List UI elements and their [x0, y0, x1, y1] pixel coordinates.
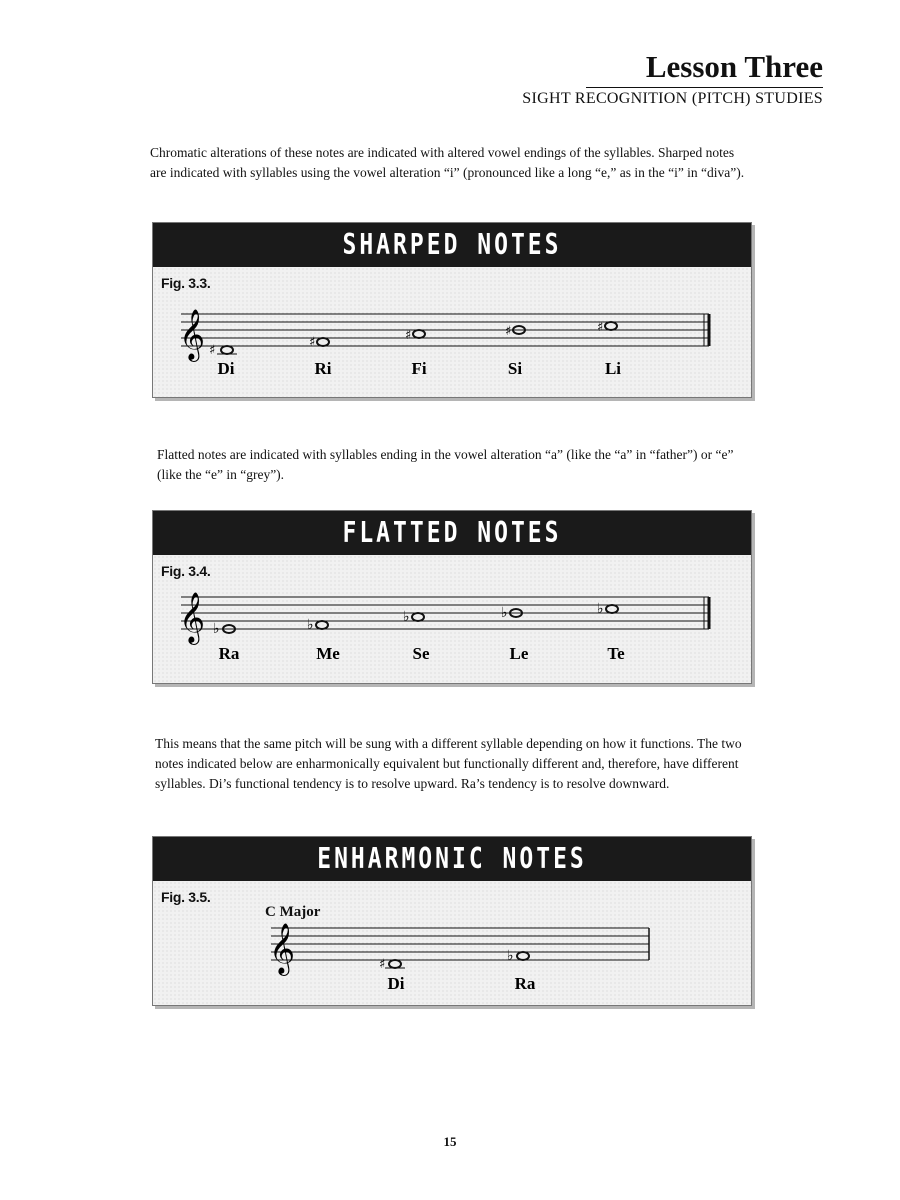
enharmonic-notes-panel	[152, 836, 752, 1006]
lesson-subtitle: SIGHT RECOGNITION (PITCH) STUDIES	[522, 90, 823, 107]
sharp-icon: ♯	[597, 320, 604, 335]
treble-clef-icon: 𝄞	[179, 592, 206, 643]
whole-note-icon	[316, 621, 328, 629]
paragraph-sharps: Chromatic alterations of these notes are indicated with altered vowel endings of the syllables. Sharped notes are indicated with syllables using the vowel alteration “i” (pronounced like a long “e,” as in the “i” in “diva”).	[150, 145, 745, 180]
whole-note-icon	[606, 605, 618, 613]
syllable-label: Te	[607, 644, 625, 663]
syllable-label: Ra	[218, 644, 240, 663]
page-header	[522, 50, 823, 108]
flat-icon: ♭	[507, 948, 514, 964]
figure-label: Fig. 3.5.	[161, 889, 211, 905]
note-group	[307, 617, 328, 633]
sharp-icon: ♯	[209, 343, 216, 358]
flat-icon: ♭	[501, 605, 508, 621]
figure-label: Fig. 3.4.	[161, 563, 211, 579]
note-group	[597, 601, 618, 617]
syllable-label: Me	[316, 644, 340, 663]
panel-title: ENHARMONIC NOTES	[317, 842, 587, 876]
flat-icon: ♭	[403, 609, 410, 625]
key-signature-label: C Major	[265, 904, 321, 920]
flat-icon: ♭	[597, 601, 604, 617]
paragraph-enharmonic: This means that the same pitch will be sung with a different syllable depending on how it functions. The two notes indicated below are enharmonically equivalent but functionally different and, therefore, have different syllables. Di’s functional tendency is to resolve upward. Ra’s tendency is to resolve downward.	[155, 736, 742, 791]
flat-icon: ♭	[307, 617, 314, 633]
note-group	[405, 328, 425, 343]
panel-title: FLATTED NOTES	[342, 516, 562, 550]
treble-clef-icon: 𝄞	[179, 309, 206, 360]
whole-note-icon	[412, 613, 424, 621]
sharp-icon: ♯	[505, 324, 512, 339]
note-group	[379, 957, 405, 972]
note-group	[403, 609, 424, 625]
syllable-label: Di	[217, 359, 235, 378]
panel-title: SHARPED NOTES	[342, 228, 562, 262]
syllable-label: Fi	[411, 359, 427, 378]
sharped-notes-panel	[152, 222, 752, 398]
note-group	[309, 335, 329, 350]
syllable-label: Si	[507, 359, 523, 378]
treble-clef-icon: 𝄞	[269, 923, 296, 974]
note-group	[209, 343, 237, 358]
whole-note-icon	[517, 952, 529, 960]
note-group	[597, 320, 617, 335]
note-group	[505, 324, 525, 339]
lesson-title: Lesson Three	[586, 50, 823, 88]
staff-figure-3-4	[153, 511, 751, 683]
staff-figure-3-3	[153, 223, 751, 397]
syllable-label: Di	[387, 974, 405, 993]
whole-note-icon	[605, 322, 617, 330]
syllable-label: Ra	[514, 974, 536, 993]
note-group	[507, 948, 529, 964]
figure-label: Fig. 3.3.	[161, 275, 211, 291]
staff-figure-3-5	[153, 837, 751, 1005]
paragraph-flats: Flatted notes are indicated with syllables ending in the vowel alteration “a” (like the “a” in “father”) or “e” (like the “e” in “grey”).	[157, 447, 734, 482]
syllable-label: Se	[412, 644, 430, 663]
flat-icon: ♭	[213, 621, 220, 637]
sharp-icon: ♯	[405, 328, 412, 343]
syllable-label: Li	[604, 359, 622, 378]
syllable-label: Ri	[314, 359, 332, 378]
whole-note-icon	[221, 346, 233, 354]
whole-note-icon	[389, 960, 401, 968]
whole-note-icon	[317, 338, 329, 346]
page-number: 15	[443, 1134, 457, 1149]
flatted-notes-panel	[152, 510, 752, 684]
syllable-label: Le	[509, 644, 529, 663]
whole-note-icon	[413, 330, 425, 338]
sharp-icon: ♯	[379, 957, 386, 972]
sharp-icon: ♯	[309, 335, 316, 350]
